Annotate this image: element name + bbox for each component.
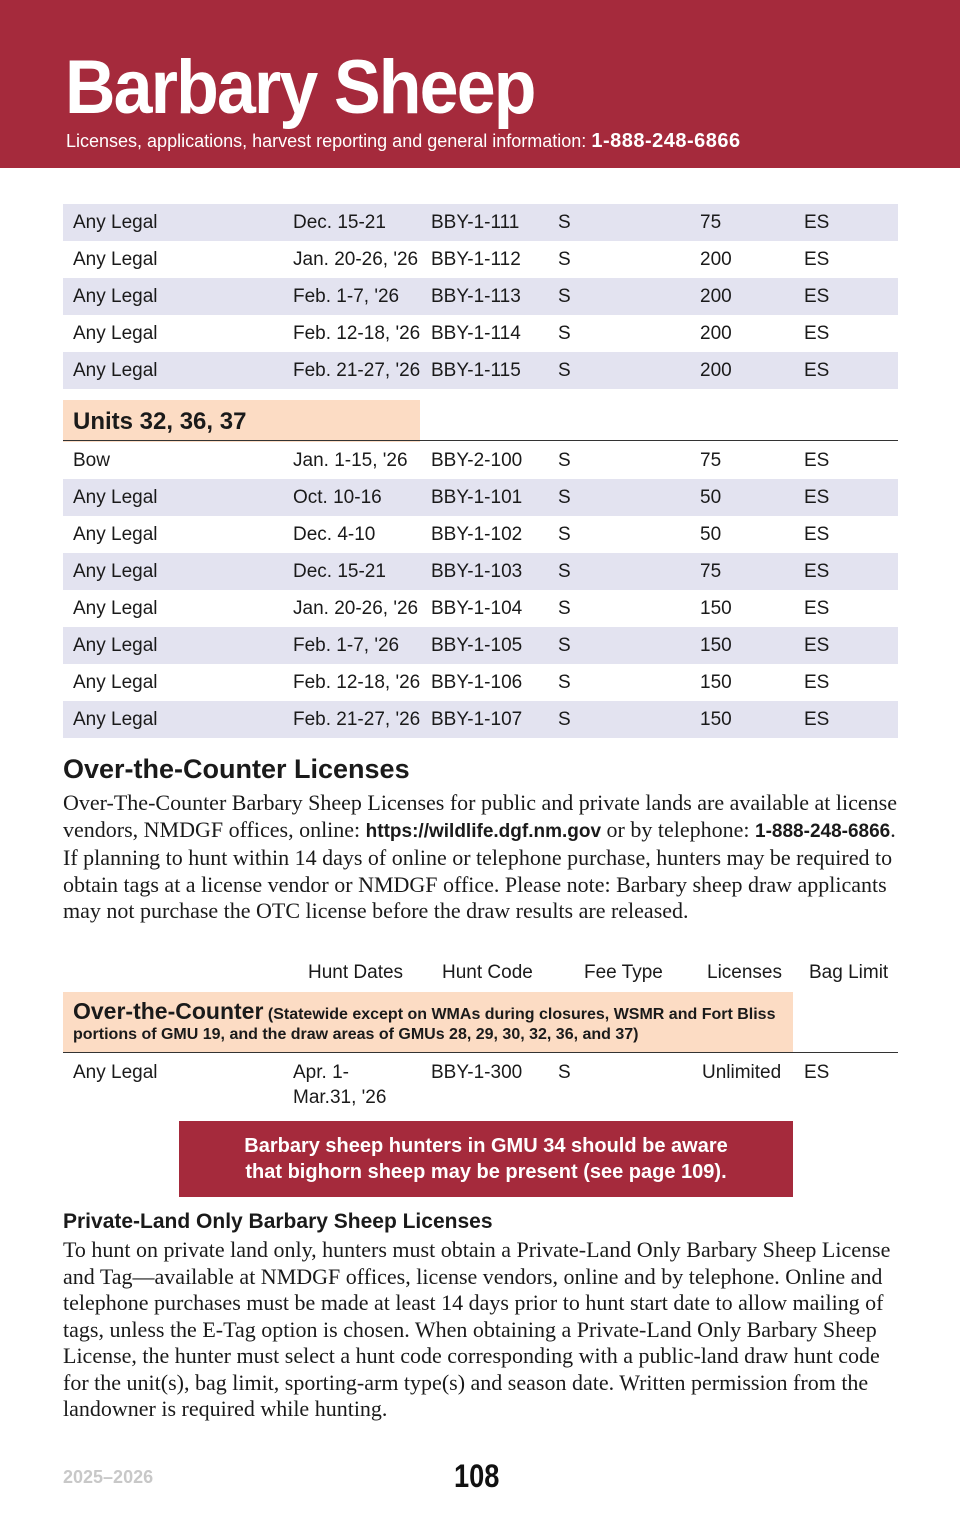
cell-weapon: Any Legal (73, 286, 158, 307)
cell-weapon: Any Legal (73, 360, 158, 381)
cell-hunt-code: BBY-1-112 (431, 249, 521, 270)
otc-row (63, 1060, 898, 1112)
cell-fee-type: S (558, 524, 571, 545)
table-row (63, 516, 898, 553)
cell-fee-type: S (558, 635, 571, 656)
otc-fee: S (558, 1062, 571, 1083)
cell-licenses: 150 (700, 635, 732, 656)
cell-hunt-code: BBY-1-104 (431, 598, 523, 619)
cell-hunt-dates: Feb. 12-18, '26 (293, 672, 421, 693)
cell-weapon: Any Legal (73, 598, 158, 619)
table-row (63, 664, 898, 701)
notice-line-1: Barbary sheep hunters in GMU 34 should be aware (244, 1135, 728, 1157)
cell-licenses: 150 (700, 598, 732, 619)
cell-bag-limit: ES (804, 286, 830, 307)
cell-bag-limit: ES (804, 635, 830, 656)
cell-hunt-code: BBY-1-101 (431, 487, 523, 508)
cell-hunt-dates: Oct. 10-16 (293, 487, 382, 508)
table-row (63, 442, 898, 479)
cell-hunt-code: BBY-1-102 (431, 524, 523, 545)
otc-heading: Over-the-Counter Licenses (63, 754, 410, 784)
cell-licenses: 50 (700, 524, 722, 545)
otc-dates-a: Apr. 1- (293, 1062, 349, 1083)
cell-bag-limit: ES (804, 487, 830, 508)
otc-box-note-a: (Statewide except on WMAs during closures, WSMR and Fort Bliss (267, 1006, 776, 1023)
cell-fee-type: S (558, 561, 571, 582)
footer-year: 2025–2026 (63, 1467, 154, 1487)
cell-bag-limit: ES (804, 212, 830, 233)
cell-weapon: Any Legal (73, 249, 158, 270)
private-paragraph: To hunt on private land only, hunters must obtain a Private-Land Only Barbary Sheep License and Tag—available at NMDGF offices, license vendors, online and by telephone. Online and telephone purchases must be made at least 14 days prior to hunt start date to allow mailing of tags, unless the E-Tag option is chosen. When obtaining a Private-Land Only Barbary Sheep License, the hunter must select a hunt code corresponding with a public-land draw hunt code for the unit(s), bag limit, sporting-arm type(s) and season date. Written permission from the landowner is required while hunting. (63, 1237, 891, 1421)
cell-weapon: Any Legal (73, 323, 158, 344)
header-phone: 1-888-248-6866 (591, 130, 741, 152)
private-heading: Private-Land Only Barbary Sheep Licenses (63, 1210, 493, 1233)
cell-hunt-dates: Dec. 4-10 (293, 524, 376, 545)
table-row (63, 627, 898, 664)
otc-text-1: Over-The-Counter Barbary Sheep Licenses for public and private lands are available at license vendors, NMDGF offices, online: (63, 790, 897, 842)
table-row (63, 241, 898, 278)
otc-phone: 1-888-248-6866 (755, 820, 891, 842)
otc-paragraph (63, 790, 903, 925)
cell-fee-type: S (558, 323, 571, 344)
cell-fee-type: S (558, 360, 571, 381)
col-fee-type: Fee Type (584, 962, 663, 983)
cell-fee-type: S (558, 487, 571, 508)
otc-rule (63, 1052, 898, 1053)
col-hunt-code: Hunt Code (442, 962, 533, 983)
otc-url: https://wildlife.dgf.nm.gov (365, 820, 602, 842)
page-header (0, 0, 960, 168)
cell-licenses: 50 (700, 487, 722, 508)
cell-hunt-dates: Feb. 21-27, '26 (293, 360, 421, 381)
units-rule (63, 440, 898, 441)
cell-weapon: Any Legal (73, 524, 158, 545)
cell-hunt-dates: Feb. 21-27, '26 (293, 709, 421, 730)
cell-bag-limit: ES (804, 323, 830, 344)
cell-hunt-code: BBY-1-103 (431, 561, 523, 582)
table-row (63, 278, 898, 315)
cell-fee-type: S (558, 450, 571, 471)
cell-licenses: 75 (700, 561, 722, 582)
units-heading: Units 32, 36, 37 (63, 400, 420, 442)
otc-dates-b: Mar.31, '26 (293, 1087, 387, 1108)
col-bag-limit: Bag Limit (809, 962, 889, 983)
otc-box-note-b: portions of GMU 19, and the draw areas of GMUs 28, 29, 30, 32, 36, and 37) (73, 1026, 639, 1043)
col-licenses: Licenses (707, 962, 782, 983)
cell-licenses: 75 (700, 212, 722, 233)
cell-hunt-code: BBY-1-111 (431, 212, 520, 233)
cell-weapon: Any Legal (73, 487, 158, 508)
cell-hunt-code: BBY-1-106 (431, 672, 523, 693)
otc-box (63, 992, 793, 1052)
cell-bag-limit: ES (804, 450, 830, 471)
cell-weapon: Any Legal (73, 709, 158, 730)
otc-bag: ES (804, 1062, 830, 1083)
cell-hunt-dates: Dec. 15-21 (293, 561, 386, 582)
cell-fee-type: S (558, 598, 571, 619)
otc-code: BBY-1-300 (431, 1062, 523, 1083)
cell-hunt-dates: Jan. 1-15, '26 (293, 450, 408, 471)
otc-weapon: Any Legal (73, 1062, 158, 1083)
cell-bag-limit: ES (804, 709, 830, 730)
page-title: Barbary Sheep (65, 45, 535, 130)
cell-hunt-code: BBY-1-107 (431, 709, 523, 730)
table-row (63, 590, 898, 627)
cell-licenses: 200 (700, 360, 732, 381)
table-row (63, 204, 898, 241)
cell-licenses: 75 (700, 450, 722, 471)
cell-bag-limit: ES (804, 360, 830, 381)
cell-hunt-dates: Dec. 15-21 (293, 212, 386, 233)
cell-fee-type: S (558, 212, 571, 233)
cell-bag-limit: ES (804, 249, 830, 270)
table-row (63, 553, 898, 590)
cell-fee-type: S (558, 709, 571, 730)
table-row (63, 479, 898, 516)
table-row (63, 701, 898, 738)
cell-bag-limit: ES (804, 561, 830, 582)
cell-hunt-dates: Feb. 1-7, '26 (293, 286, 400, 307)
cell-licenses: 200 (700, 323, 732, 344)
cell-hunt-code: BBY-1-115 (431, 360, 521, 381)
cell-licenses: 200 (700, 286, 732, 307)
cell-weapon: Bow (73, 450, 110, 471)
table-row (63, 315, 898, 352)
header-subtitle-text: Licenses, applications, harvest reporting and general information: (66, 131, 587, 151)
cell-fee-type: S (558, 249, 571, 270)
cell-weapon: Any Legal (73, 561, 158, 582)
cell-fee-type: S (558, 286, 571, 307)
cell-bag-limit: ES (804, 598, 830, 619)
cell-weapon: Any Legal (73, 212, 158, 233)
cell-licenses: 150 (700, 709, 732, 730)
col-hunt-dates: Hunt Dates (308, 962, 404, 983)
otc-licenses: Unlimited (702, 1062, 782, 1083)
otc-text-3: . If planning to hunt within 14 days of online or telephone purchase, hunters may be required to obtain tags at a license vendor or NMDGF office. Please note: Barbary sheep draw applicants may not purchase the OTC license before the draw results are released. (63, 816, 896, 923)
cell-bag-limit: ES (804, 672, 830, 693)
cell-hunt-dates: Feb. 12-18, '26 (293, 323, 421, 344)
otc-box-title: Over-the-Counter (73, 998, 264, 1024)
cell-hunt-code: BBY-1-105 (431, 635, 523, 656)
notice-line-2: that bighorn sheep may be present (see page 109). (245, 1161, 727, 1183)
page-number: 108 (454, 1458, 500, 1494)
cell-weapon: Any Legal (73, 672, 158, 693)
otc-text-2: or by telephone: (606, 816, 750, 842)
cell-bag-limit: ES (804, 524, 830, 545)
cell-hunt-dates: Jan. 20-26, '26 (293, 598, 419, 619)
cell-licenses: 150 (700, 672, 732, 693)
header-subtitle (66, 130, 741, 153)
cell-hunt-code: BBY-1-114 (431, 323, 521, 344)
cell-hunt-code: BBY-2-100 (431, 450, 523, 471)
cell-hunt-dates: Jan. 20-26, '26 (293, 249, 419, 270)
cell-hunt-code: BBY-1-113 (431, 286, 521, 307)
cell-fee-type: S (558, 672, 571, 693)
cell-weapon: Any Legal (73, 635, 158, 656)
cell-licenses: 200 (700, 249, 732, 270)
cell-hunt-dates: Feb. 1-7, '26 (293, 635, 400, 656)
bighorn-notice (179, 1121, 793, 1197)
table-row (63, 352, 898, 389)
